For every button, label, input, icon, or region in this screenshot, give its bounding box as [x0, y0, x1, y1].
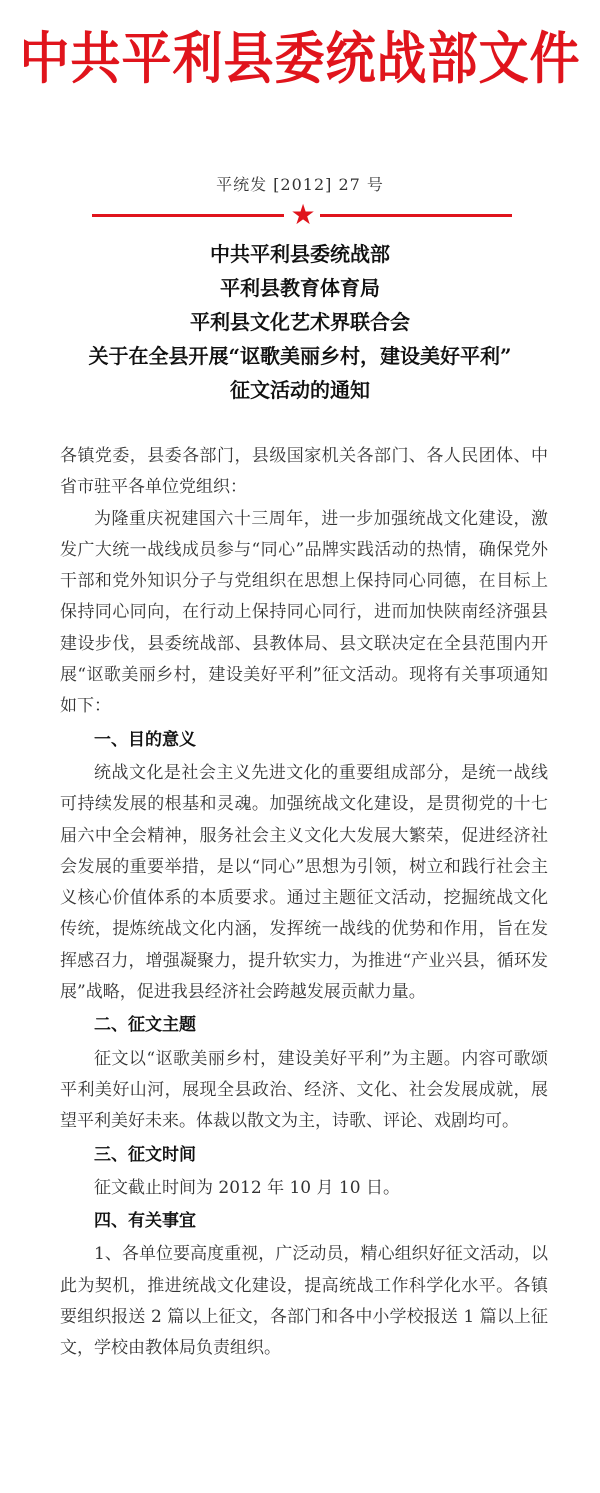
section-paragraph: 征文以“讴歌美丽乡村，建设美好平利”为主题。内容可歌颂平利美好山河，展现全县政治、经济、文化、社会发展成就，展望平利美好未来。体裁以散文为主，诗歌、评论、戏剧均可。	[60, 1048, 548, 1132]
masthead-title: 中共平利县委统战部文件	[19, 25, 581, 92]
section-heading: 四、有关事宜	[94, 1211, 196, 1232]
section-paragraph: 1、各单位要高度重视，广泛动员，精心组织好征文活动，以此为契机，推进统战文化建设，提高统战工作科学化水平。各镇要组织报送 2 篇以上征文，各部门和各中小学校报送 1 篇以上征文，学校由教体局负责组织。	[60, 1244, 548, 1359]
title-line: 关于在全县开展“讴歌美丽乡村，建设美好平利”	[88, 344, 512, 368]
section-paragraph: 征文截止时间为 2012 年 10 月 10 日。	[94, 1177, 400, 1198]
document-number: 平统发 [2012] 27 号	[216, 175, 384, 194]
intro-paragraph: 为隆重庆祝建国六十三周年，进一步加强统战文化建设，激发广大统一战线成员参与“同心”品牌实践活动的热情，确保党外干部和党外知识分子与党组织在思想上保持同心同德，在目标上保持同心同向，在行动上保持同心同行，进而加快陕南经济强县建设步伐，县委统战部、县教体局、县文联决定在全县范围内开展“讴歌美丽乡村，建设美好平利”征文活动。现将有关事项通知如下：	[60, 508, 548, 717]
section-heading: 三、征文时间	[94, 1144, 196, 1165]
red-divider-right	[320, 214, 512, 217]
section-heading: 一、目的意义	[94, 729, 196, 750]
salutation: 各镇党委，县委各部门，县级国家机关各部门、各人民团体、中省市驻平各单位党组织：	[60, 446, 548, 498]
star-icon: ★	[290, 198, 316, 231]
section-paragraph: 统战文化是社会主义先进文化的重要组成部分，是统一战线可持续发展的根基和灵魂。加强统战文化建设，是贯彻党的十七届六中全会精神，服务社会主义文化大发展大繁荣，促进经济社会发展的重要举措，是以“同心”思想为引领，树立和践行社会主义核心价值体系的本质要求。通过主题征文活动，挖掘统战文化传统，提炼统战文化内涵，发挥统一战线的优势和作用，旨在发挥感召力，增强凝聚力，提升软实力，为推进“产业兴县，循环发展”战略，促进我县经济社会跨越发展贡献力量。	[60, 762, 548, 1003]
document-body	[60, 441, 548, 1365]
issuer-line: 平利县文化艺术界联合会	[190, 310, 410, 334]
title-line: 征文活动的通知	[230, 378, 370, 402]
notice-title-block	[0, 237, 600, 407]
issuer-line: 中共平利县委统战部	[210, 242, 390, 266]
red-divider-left	[92, 214, 284, 217]
issuer-line: 平利县教育体育局	[220, 276, 380, 300]
section-heading: 二、征文主题	[94, 1015, 196, 1036]
